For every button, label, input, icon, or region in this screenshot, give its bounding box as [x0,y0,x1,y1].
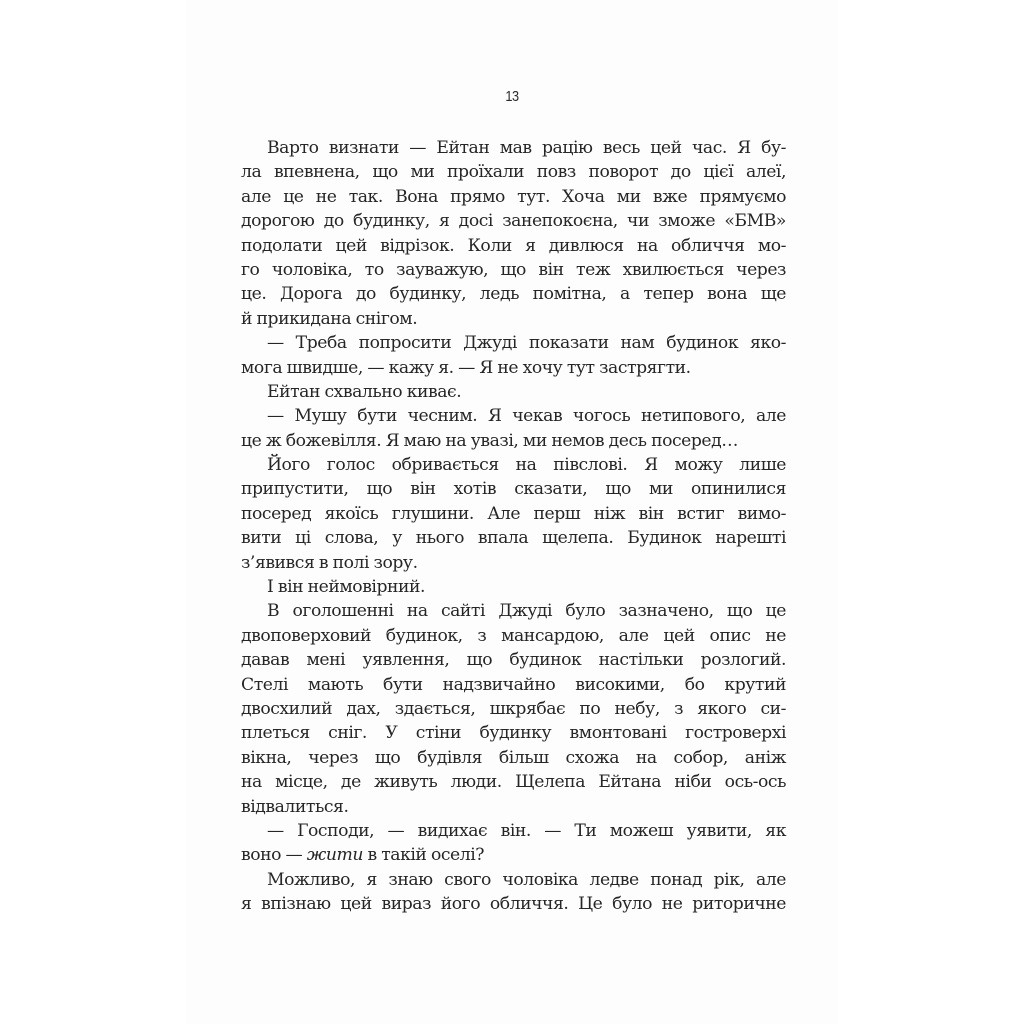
book-page [186,0,838,1024]
page-number: 13 [505,88,519,105]
text-line: давав мені уявлення, що будинок настільки розлогий. [241,650,786,671]
text-line: це. Дорога до будинку, ледь помітна, а тепер вона ще [241,284,786,305]
dialogue-line: — Треба попросити Джуді показати нам будинок яко- [267,333,786,354]
text-line: Ейтан схвально киває. [267,381,462,402]
text-line: го чоловіка, то зауважую, що він теж хвилюється через [241,259,786,280]
text-line: Можливо, я знаю свого чоловіка ледве понад рік, але [267,869,786,890]
italic-emphasis: жити [306,845,363,866]
dialogue-line: це ж божевілля. Я маю на увазі, ми немов десь посеред… [241,430,739,451]
text-line: І він неймовірний. [267,577,426,598]
dialogue-line: мога швидше, — кажу я. — Я не хочу тут застрягти. [241,357,691,378]
text-segment: в такій оселі? [362,845,485,866]
dialogue-line: — Господи, — видихає він. — Ти можеш уявити, як [267,820,786,841]
text-line: я впізнаю цей вираз його обличчя. Це було не риторичне [241,894,786,915]
text-line: припустити, що він хотів сказати, що ми опинилися [241,479,786,500]
text-line: й прикидана снігом. [241,308,418,329]
text-line: Його голос обривається на півслові. Я можу лише [267,455,786,476]
text-line: двоповерховий будинок, з мансардою, але цей опис не [241,625,786,646]
text-line: посеред якоїсь глушини. Але перш ніж він встиг вимо- [241,503,786,524]
text-line: вікна, через що будівля більш схожа на собор, аніж [241,747,786,768]
text-line: ла впевнена, що ми проїхали повз поворот до цієї алеї, [241,162,786,183]
text-line: Варто визнати — Ейтан мав рацію весь цей час. Я бу- [267,138,786,158]
text-line: двосхилий дах, здається, шкрябає по небу, з якого си- [241,698,786,719]
text-line: з’явився в полі зору. [241,552,418,573]
text-line: на місце, де живуть люди. Щелепа Ейтана ніби ось-ось [241,772,786,793]
text-line: дорогою до будинку, я досі занепокоєна, чи зможе «БМВ» [241,211,786,232]
text-line: подолати цей відрізок. Коли я дивлюся на обличчя мо- [241,235,786,256]
text-line: плеться сніг. У стіни будинку вмонтовані гостроверхі [241,723,786,744]
text-line: але це не так. Вона прямо тут. Хоча ми вже прямуємо [241,186,786,207]
text-segment: воно — [241,845,307,866]
body-text [241,136,786,917]
dialogue-line [241,843,786,867]
text-line: В оголошенні на сайті Джуді було зазначено, що це [267,601,786,622]
dialogue-line: — Мушу бути чесним. Я чекав чогось нетипового, але [267,406,786,427]
text-line: відвалиться. [241,796,349,817]
text-line: вити ці слова, у нього впала щелепа. Будинок нарешті [241,528,786,549]
text-line: Стелі мають бути надзвичайно високими, бо крутий [241,674,786,695]
